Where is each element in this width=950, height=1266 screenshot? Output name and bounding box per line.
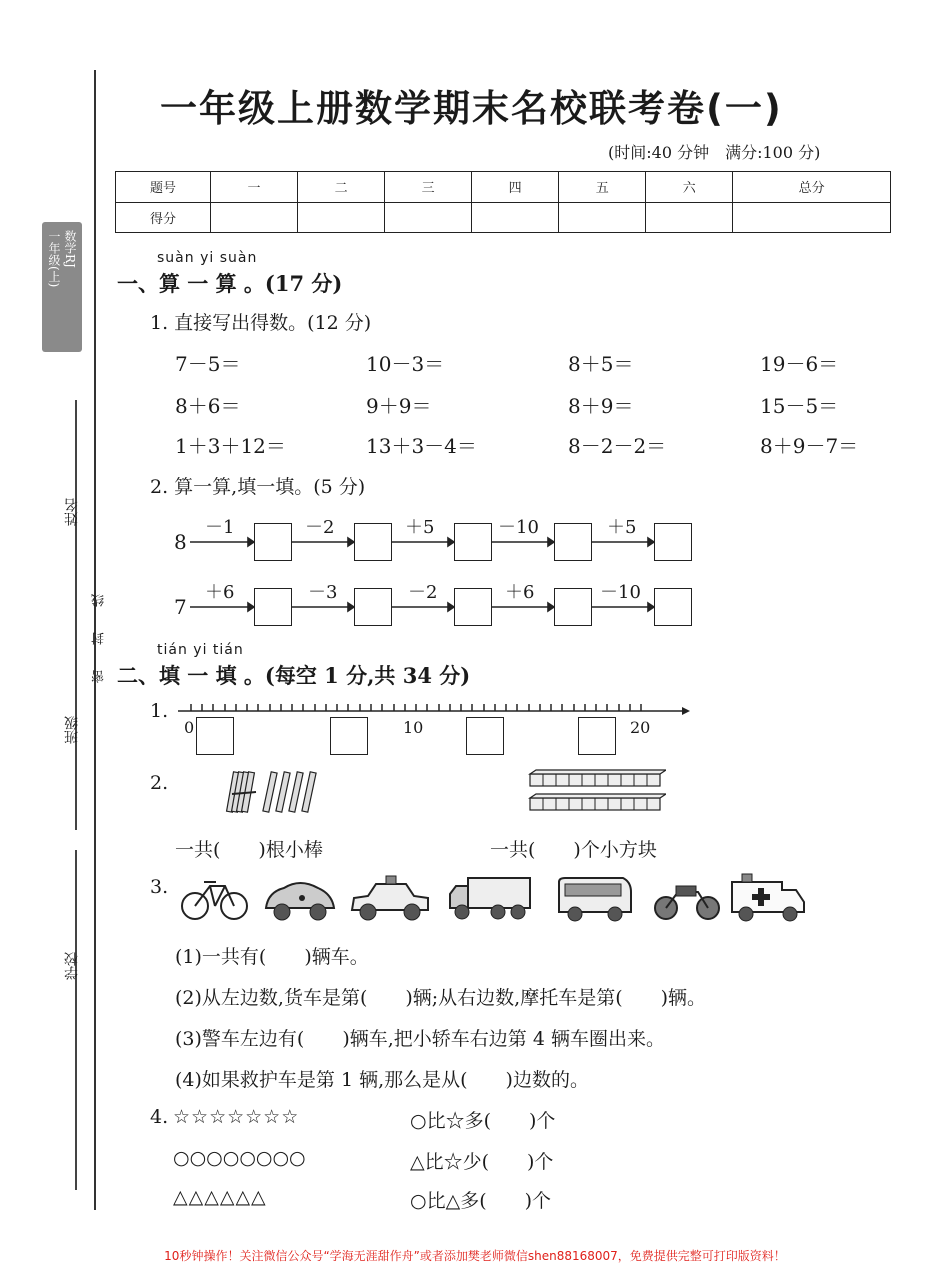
- section1-heading: 一、算 一 算 。(17 分): [117, 271, 343, 296]
- calc-expression: 7－5＝: [175, 352, 241, 376]
- calc-expression: 10－3＝: [366, 352, 445, 376]
- cubes-question: 一共( )个小方块: [490, 839, 657, 861]
- section2-pinyin: tián yi tián: [157, 642, 244, 658]
- shapes-row: ○○○○○○○○: [173, 1147, 306, 1169]
- chain2-op: －3: [308, 582, 338, 603]
- subject-tag-text: 数学RJ: [63, 230, 77, 268]
- score-cell[interactable]: [646, 202, 733, 233]
- chain1-op: ＋5: [405, 517, 435, 538]
- bus-icon: [555, 872, 635, 924]
- page-title: 一年级上册数学期末名校联考卷(一): [160, 87, 783, 130]
- calc-expression: 8＋9＝: [568, 394, 634, 418]
- answer-box[interactable]: [554, 588, 592, 626]
- score-table-header-cell: 题号: [116, 172, 211, 203]
- score-table-header-cell: 五: [559, 172, 646, 203]
- ruler-label-20: 20: [630, 718, 651, 737]
- q1-title: 1. 直接写出得数。(12 分): [150, 312, 372, 334]
- score-table-header-cell: 三: [385, 172, 472, 203]
- score-cell[interactable]: [733, 202, 891, 233]
- seal-text-2: 封: [92, 632, 107, 645]
- chain1-op: ＋5: [607, 517, 637, 538]
- answer-box[interactable]: [466, 717, 504, 755]
- cubes-icon: [526, 768, 666, 816]
- ambulance-icon: [728, 872, 806, 924]
- ruler-label-10: 10: [403, 718, 424, 737]
- answer-box[interactable]: [330, 717, 368, 755]
- chain1-op: －1: [205, 517, 235, 538]
- calc-expression: 1＋3＋12＝: [175, 434, 286, 458]
- answer-box[interactable]: [254, 588, 292, 626]
- shapes-row: △△△△△△: [173, 1186, 267, 1208]
- score-table-header-row: [116, 172, 891, 203]
- compare-question: △比☆少( )个: [410, 1151, 554, 1173]
- score-table-header-cell: 四: [472, 172, 559, 203]
- calc-expression: 8－2－2＝: [568, 434, 667, 458]
- calc-expression: 9＋9＝: [366, 394, 432, 418]
- answer-box[interactable]: [196, 717, 234, 755]
- q3-item: (3)警车左边有( )辆车,把小轿车右边第 4 辆车圈出来。: [175, 1028, 665, 1050]
- s2-q4-number: 4.: [150, 1106, 169, 1128]
- calc-expression: 8＋5＝: [568, 352, 634, 376]
- shapes-row: ☆☆☆☆☆☆☆: [173, 1106, 300, 1128]
- police-car-icon: [348, 874, 432, 924]
- answer-box[interactable]: [654, 523, 692, 561]
- chain2-op: ＋6: [505, 582, 535, 603]
- motorcycle-icon: [652, 874, 722, 924]
- number-line: [170, 700, 695, 724]
- compare-question: ○比☆多( )个: [410, 1110, 556, 1132]
- answer-box[interactable]: [454, 523, 492, 561]
- q3-item: (4)如果救护车是第 1 辆,那么是从( )边数的。: [175, 1069, 589, 1091]
- class-label: 班级: [64, 716, 80, 744]
- car-icon: [262, 874, 337, 924]
- s2-q1-number: 1.: [150, 700, 169, 722]
- chain1-op: －10: [498, 517, 539, 538]
- score-table-header-cell: 一: [211, 172, 298, 203]
- score-cell[interactable]: [211, 202, 298, 233]
- score-table-header-cell: 六: [646, 172, 733, 203]
- sticks-icon: [222, 768, 322, 818]
- bicycle-icon: [180, 872, 250, 924]
- q2-title: 2. 算一算,填一填。(5 分): [150, 476, 366, 498]
- q3-item: (1)一共有( )辆车。: [175, 946, 369, 968]
- school-label: 学校: [64, 952, 80, 980]
- truck-icon: [448, 872, 534, 924]
- answer-box[interactable]: [354, 523, 392, 561]
- promo-footer: 10秒钟操作！关注微信公众号“学海无涯甜作舟”或者添加樊老师微信shen88168007，免费提供完整可打印版资料！: [164, 1249, 786, 1263]
- score-table-score-row: [116, 202, 891, 233]
- score-cell[interactable]: [298, 202, 385, 233]
- q3-item: (2)从左边数,货车是第( )辆;从右边数,摩托车是第( )辆。: [175, 987, 707, 1009]
- calc-expression: 8＋6＝: [175, 394, 241, 418]
- school-line: [75, 850, 77, 1190]
- calc-expression: 15－5＝: [760, 394, 839, 418]
- chain2-op: －10: [600, 582, 641, 603]
- score-table-header-cell: 二: [298, 172, 385, 203]
- calc-expression: 13＋3－4＝: [366, 434, 477, 458]
- name-class-line: [75, 400, 77, 830]
- score-cell[interactable]: [472, 202, 559, 233]
- section2-heading: 二、填 一 填 。(每空 1 分,共 34 分): [117, 663, 471, 688]
- score-cell[interactable]: [385, 202, 472, 233]
- name-label: 姓名: [64, 498, 80, 526]
- chain1-op: －2: [305, 517, 335, 538]
- calc-expression: 8＋9－7＝: [760, 434, 859, 458]
- s2-q2-number: 2.: [150, 772, 169, 794]
- answer-box[interactable]: [578, 717, 616, 755]
- compare-question: ○比△多( )个: [410, 1190, 552, 1212]
- exam-meta: (时间:40 分钟 满分:100 分): [608, 143, 821, 162]
- answer-box[interactable]: [454, 588, 492, 626]
- chain2-op: －2: [408, 582, 438, 603]
- section1-pinyin: suàn yi suàn: [157, 250, 258, 266]
- chain2-start: 7: [174, 595, 187, 619]
- answer-box[interactable]: [354, 588, 392, 626]
- subject-tag: [42, 222, 82, 352]
- answer-box[interactable]: [654, 588, 692, 626]
- s2-q3-number: 3.: [150, 876, 169, 898]
- score-table: [115, 171, 891, 233]
- score-table-header-cell: 总分: [733, 172, 891, 203]
- calc-expression: 19－6＝: [760, 352, 839, 376]
- ruler-label-0: 0: [184, 718, 195, 737]
- chain2-op: ＋6: [205, 582, 235, 603]
- answer-box[interactable]: [254, 523, 292, 561]
- score-row-label: 得分: [116, 202, 211, 233]
- score-cell[interactable]: [559, 202, 646, 233]
- sticks-question: 一共( )根小棒: [175, 839, 323, 861]
- chain1-start: 8: [174, 530, 187, 554]
- seal-text-1: 线: [92, 594, 107, 607]
- grade-tag-text: 一年级(上): [47, 230, 61, 288]
- seal-text-3: 密: [92, 670, 107, 683]
- answer-box[interactable]: [554, 523, 592, 561]
